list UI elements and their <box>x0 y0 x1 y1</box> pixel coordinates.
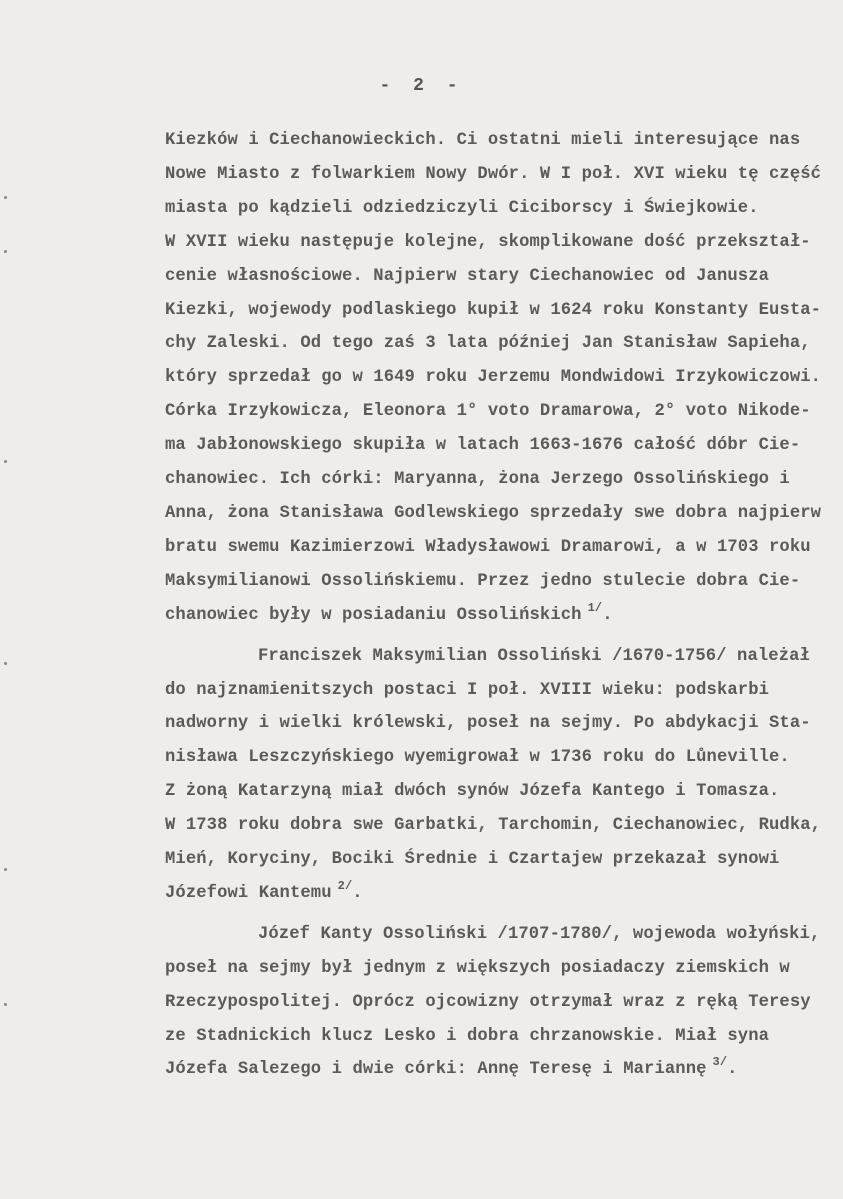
text-line <box>165 599 835 634</box>
text-line <box>165 395 835 429</box>
line-text: Anna, żona Stanisława Godlewskiego sprzedały swe dobra najpierw <box>165 503 822 523</box>
line-text: nadworny i wielki królewski, poseł na sejmy. Po abdykacji Sta- <box>165 714 811 734</box>
line-text: chanowiec. Ich córki: Maryanna, żona Jerzego Ossolińskiego i <box>165 470 790 490</box>
line-text: bratu swemu Kazimierzowi Władysławowi Dramarowi, a w 1703 roku <box>165 537 811 557</box>
document-body <box>165 124 835 1094</box>
line-text: Franciszek Maksymilian Ossoliński /1670-1756/ należał <box>258 646 810 666</box>
margin-mark <box>4 196 7 199</box>
text-line <box>165 1020 835 1054</box>
text-line <box>165 877 835 912</box>
line-text: do najznamienitszych postaci I poł. XVIII wieku: podskarbi <box>165 680 770 700</box>
footnote-marker: 3/ <box>712 1055 728 1070</box>
text-line <box>165 809 835 843</box>
text-line <box>165 327 835 361</box>
margin-mark <box>4 868 7 871</box>
text-line <box>165 640 835 674</box>
line-text: Rzeczypospolitej. Oprócz ojcowizny otrzymał wraz z ręką Teresy <box>165 992 811 1012</box>
line-text: Józefa Salezego i dwie córki: Annę Teresę i Mariannę <box>165 1060 707 1080</box>
line-text: poseł na sejmy był jednym z większych posiadaczy ziemskich w <box>165 958 790 978</box>
line-text: Córka Irzykowicza, Eleonora 1° voto Dramarowa, 2° voto Nikode- <box>165 402 811 422</box>
text-line <box>165 741 835 775</box>
footnote-marker: 2/ <box>337 878 353 893</box>
footnote-marker: 1/ <box>587 600 603 615</box>
text-line <box>165 124 835 158</box>
line-text: Józefowi Kantemu <box>165 883 332 903</box>
line-text: chy Zaleski. Od tego zaś 3 lata później Jan Stanisław Sapieha, <box>165 334 811 354</box>
line-text: Kiezków i Ciechanowieckich. Ci ostatni mieli interesujące nas <box>165 131 801 150</box>
text-line <box>165 463 835 497</box>
text-line <box>165 707 835 741</box>
text-line <box>165 952 835 986</box>
line-text: który sprzedał go w 1649 roku Jerzemu Mondwidowi Irzykowiczowi. <box>165 368 822 388</box>
text-line <box>165 918 835 952</box>
margin-mark <box>4 1003 7 1006</box>
text-line <box>165 531 835 565</box>
text-line <box>165 1053 835 1088</box>
line-text: W XVII wieku następuje kolejne, skomplikowane dość przekształ- <box>165 232 811 252</box>
line-text: nisława Leszczyńskiego wyemigrował w 1736 roku do Lůneville. <box>165 748 790 768</box>
line-text: W 1738 roku dobra swe Garbatki, Tarchomin, Ciechanowiec, Rudka, <box>165 816 822 836</box>
line-text: Mień, Koryciny, Bociki Średnie i Czartajew przekazał synowi <box>165 850 780 870</box>
text-line <box>165 192 835 226</box>
line-text: Nowe Miasto z folwarkiem Nowy Dwór. W I poł. XVI wieku tę część <box>165 164 822 184</box>
margin-mark <box>4 250 7 253</box>
text-line <box>165 565 835 599</box>
text-line <box>165 226 835 260</box>
text-line <box>165 843 835 877</box>
margin-mark <box>4 662 7 665</box>
text-line <box>165 294 835 328</box>
line-text: Maksymilianowi Ossolińskiemu. Przez jedno stulecie dobra Cie- <box>165 571 801 591</box>
line-text: Kiezki, wojewody podlaskiego kupił w 1624 roku Konstanty Eusta- <box>165 300 822 320</box>
text-line <box>165 260 835 294</box>
sentence-end: . <box>727 1060 738 1080</box>
margin-mark <box>4 460 7 463</box>
page-number: - 2 - <box>379 76 464 96</box>
paragraph <box>165 918 835 1089</box>
text-line <box>165 361 835 395</box>
text-line <box>165 674 835 708</box>
line-text: ze Stadnickich klucz Lesko i dobra chrzanowskie. Miał syna <box>165 1026 770 1046</box>
line-text: cenie własnościowe. Najpierw stary Ciechanowiec od Janusza <box>165 266 770 286</box>
paragraph <box>165 124 835 634</box>
text-line <box>165 158 835 192</box>
paragraph <box>165 640 835 912</box>
line-text: miasta po kądzieli odziedziczyli Ciciborscy i Świejkowie. <box>165 198 759 218</box>
line-text: chanowiec były w posiadaniu Ossolińskich <box>165 605 582 625</box>
text-line <box>165 429 835 463</box>
line-text: Józef Kanty Ossoliński /1707-1780/, wojewoda wołyński, <box>258 924 821 944</box>
text-line <box>165 986 835 1020</box>
line-text: Z żoną Katarzyną miał dwóch synów Józefa Kantego i Tomasza. <box>165 782 780 802</box>
sentence-end: . <box>352 883 363 903</box>
sentence-end: . <box>602 605 613 625</box>
text-line <box>165 497 835 531</box>
line-text: ma Jabłonowskiego skupiła w latach 1663-1676 całość dóbr Cie- <box>165 436 801 456</box>
text-line <box>165 775 835 809</box>
